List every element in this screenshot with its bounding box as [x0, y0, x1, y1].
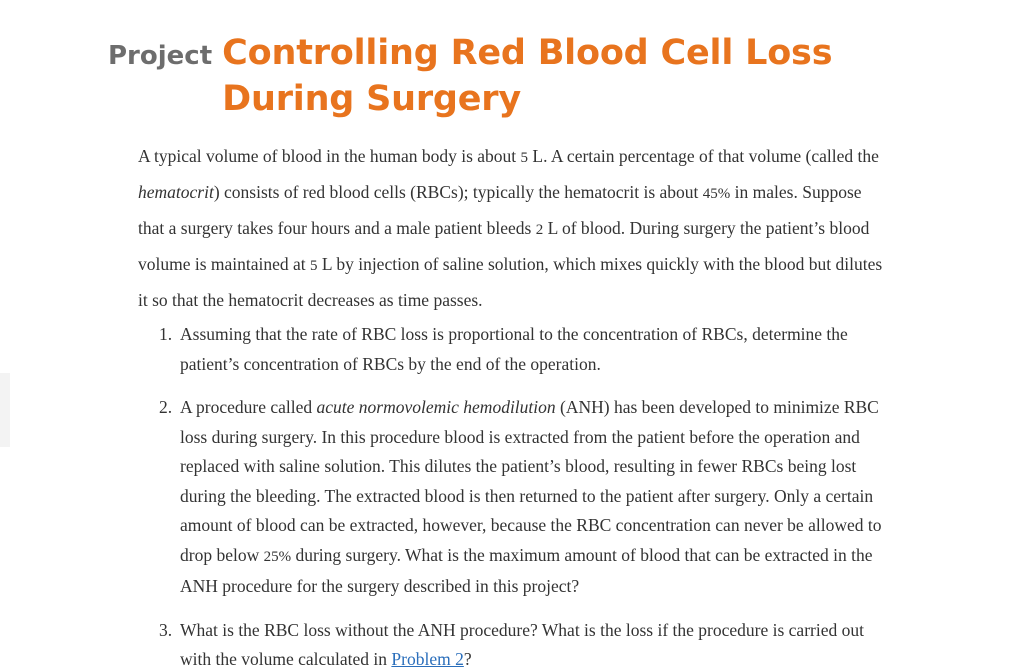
hematocrit-term: hematocrit: [138, 182, 214, 202]
question-item-2: 2. A procedure called acute normovolemic hemodilution (ANH) has been developed to minimize RBC loss during surgery. In this procedure blood is extracted from the patient before the operation and replaced with saline solution. This dilutes the patient’s blood, resulting in fewer RBCs being lost during the bleeding. The extracted blood is then returned to the patient after surgery. Only a certain amount of blood can be extracted, however, because the RBC concentration can never be allowed to drop below 25% during surgery. What is the maximum amount of blood that can be extracted in the ANH procedure for the surgery described in this project?: [138, 393, 950, 602]
project-label: Project: [108, 41, 213, 71]
intro-line-1: A typical volume of blood in the human body is about 5 L. A certain percentage of that volume (called the: [138, 146, 879, 166]
page-title: [222, 30, 832, 122]
question-number: 3.: [159, 619, 173, 640]
intro-line-2: hematocrit) consists of red blood cells (RBCs); typically the hematocrit is about 45% in males. Suppose: [138, 182, 862, 202]
question-item-1: 1. Assuming that the rate of RBC loss is proportional to the concentration of RBCs, determine the patient’s concentration of RBCs by the end of the operation.: [138, 320, 950, 379]
question-list: [138, 320, 950, 670]
page-title-line-2: During Surgery: [222, 79, 521, 119]
anh-term: acute normovolemic hemodilution: [316, 397, 556, 417]
section-heading: [108, 30, 832, 122]
intro-line-5: it so that the hematocrit decreases as time passes.: [138, 290, 483, 310]
intro-line-4: volume is maintained at 5 L by injection of saline solution, which mixes quickly with the blood but dilutes: [138, 254, 883, 274]
question-number: 1.: [159, 324, 173, 344]
problem-2-link[interactable]: Problem 2: [391, 649, 464, 669]
page-title-line-1: Controlling Red Blood Cell Loss: [222, 33, 833, 73]
intro-line-3: that a surgery takes four hours and a male patient bleeds 2 L of blood. During surgery the patient’s blood: [138, 218, 870, 238]
question-number: 2.: [159, 397, 173, 417]
left-edge-marker: [0, 373, 10, 447]
intro-paragraph: [138, 139, 950, 317]
question-item-3: 3. What is the RBC loss without the ANH procedure? What is the loss if the procedure is carried out with the volume calculated in Problem 2?: [138, 616, 950, 670]
